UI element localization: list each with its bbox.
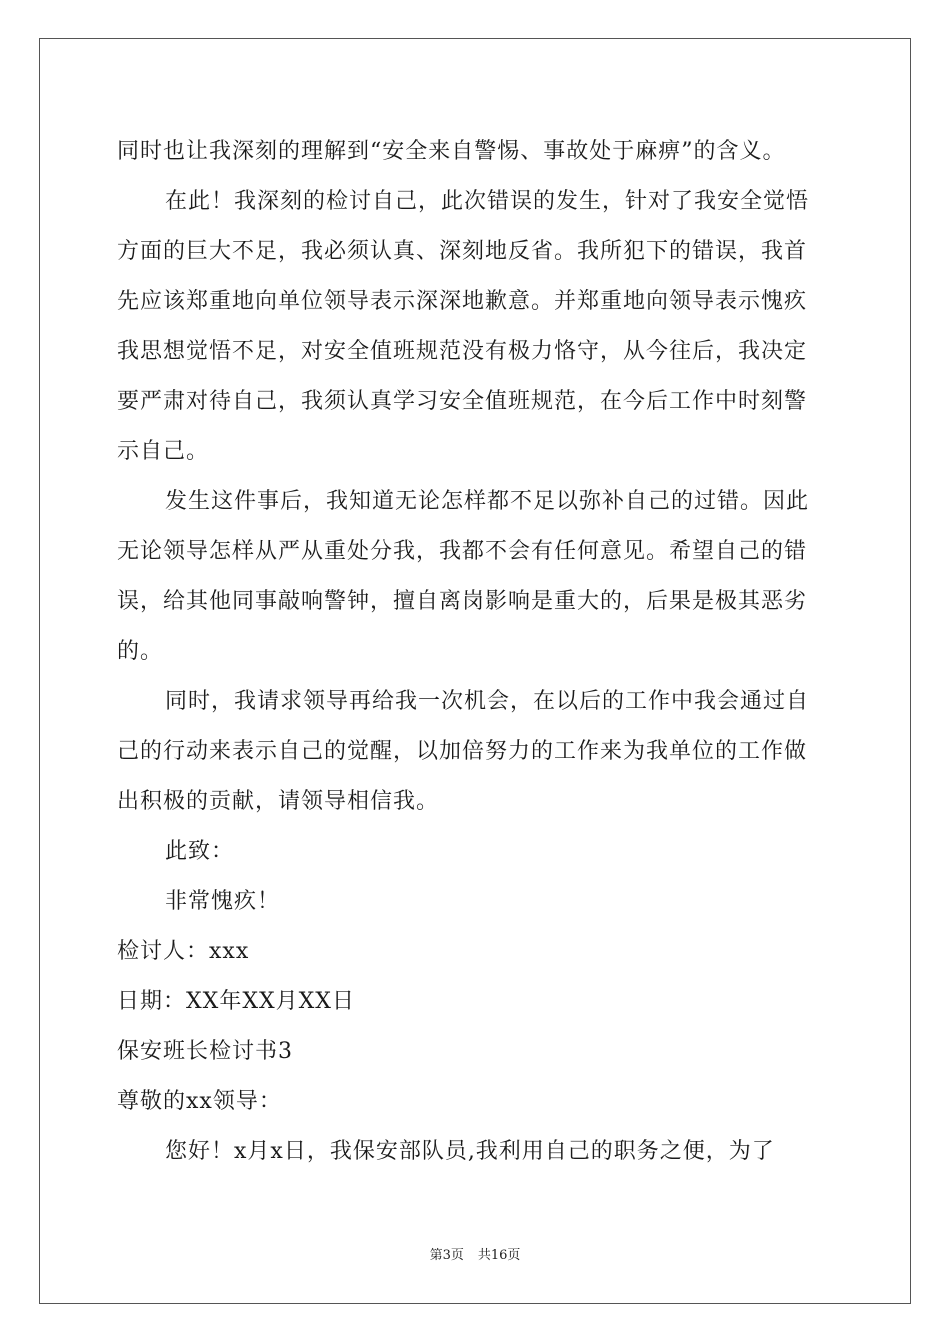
salutation-line: 此致： [165,839,235,864]
text-line-10: 误，给其他同事敲响警钟，擅自离岗影响是重大的，后果是极其恶劣 [117,589,808,614]
signer-line: 检讨人：xxx [117,939,250,964]
text-line-21: 您好！x月x日，我保安部队员,我利用自己的职务之便，为了 [165,1139,775,1164]
text-line-8: 发生这件事后，我知道无论怎样都不足以弥补自己的过错。因此 [165,489,810,514]
document-body [117,127,833,1177]
text-line-12: 同时，我请求领导再给我一次机会，在以后的工作中我会通过自 [165,689,810,714]
greeting-line: 尊敬的xx领导： [117,1089,282,1114]
text-line-9: 无论领导怎样从严从重处分我，我都不会有任何意见。希望自己的错 [117,539,808,564]
text-line-6: 要严肃对待自己，我须认真学习安全值班规范，在今后工作中时刻警 [117,389,808,414]
text-line-11: 的。 [117,639,164,664]
page-footer [0,1247,950,1265]
text-line-14: 出积极的贡献，请领导相信我。 [117,789,440,814]
text-line-3: 方面的巨大不足，我必须认真、深刻地反省。我所犯下的错误，我首 [117,239,808,264]
text-line-2: 在此！我深刻的检讨自己，此次错误的发生，针对了我安全觉悟 [165,189,810,214]
page-number: 第3页 [429,1248,464,1263]
text-line-4: 先应该郑重地向单位领导表示深深地歉意。并郑重地向领导表示愧疚 [117,289,808,314]
text-line-7: 示自己。 [117,439,210,464]
text-line-1: 同时也让我深刻的理解到“安全来自警惕、事故处于麻痹”的含义。 [117,139,786,164]
date-line: 日期：XX年XX月XX日 [117,989,355,1014]
text-line-5: 我思想觉悟不足，对安全值班规范没有极力恪守，从今往后，我决定 [117,339,808,364]
page-total: 共16页 [477,1248,521,1263]
section-heading: 保安班长检讨书3 [117,1039,293,1064]
closing-line: 非常愧疚！ [165,889,281,914]
text-line-13: 己的行动来表示自己的觉醒，以加倍努力的工作来为我单位的工作做 [117,739,808,764]
